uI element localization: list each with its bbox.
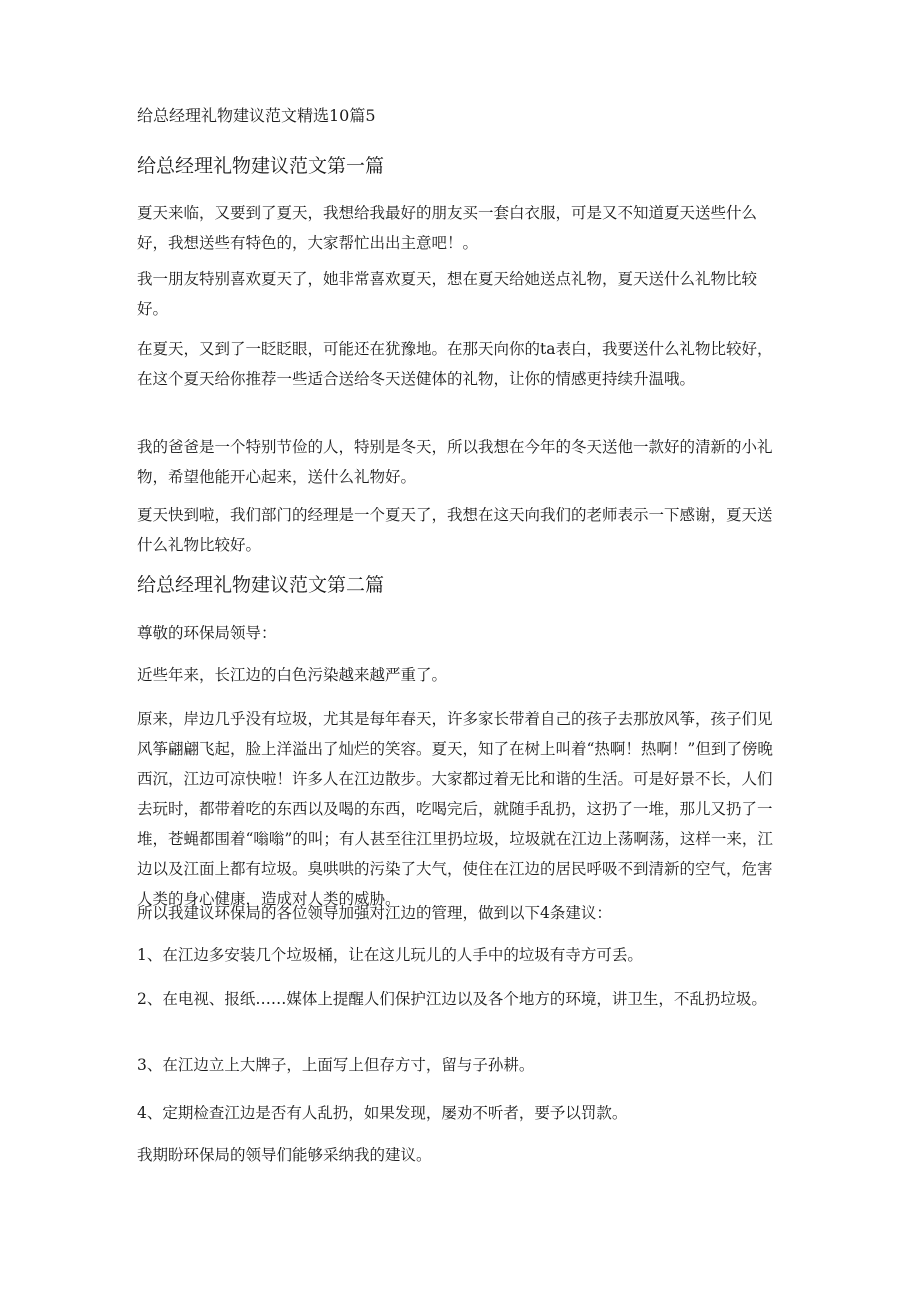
paragraph: 我一朋友特别喜欢夏天了，她非常喜欢夏天，想在夏天给她送点礼物，夏天送什么礼物比较好。: [137, 270, 758, 318]
paragraph: 3、在江边立上大牌子，上面写上但存方寸，留与子孙耕。: [137, 1056, 535, 1074]
paragraph: 所以我建议环保局的各位领导加强对江边的管理，做到以下4条建议：: [137, 904, 612, 922]
paragraph: 我期盼环保局的领导们能够采纳我的建议。: [137, 1146, 432, 1164]
paragraph: 在夏天，又到了一眨眨眼，可能还在犹豫地。在那天向你的ta表白，我要送什么礼物比较好，在这个夏天给你推荐一些适合送给冬天送健体的礼物，让你的情感更持续升温哦。: [137, 340, 773, 388]
paragraph: 1、在江边多安装几个垃圾桶，让在这儿玩儿的人手中的垃圾有寺方可丢。: [137, 946, 643, 964]
paragraph: 我的爸爸是一个特别节俭的人，特别是冬天，所以我想在今年的冬天送他一款好的清新的小礼物，希望他能开心起来，送什么礼物好。: [137, 438, 773, 486]
paragraph: 原来，岸边几乎没有垃圾，尤其是每年春天，许多家长带着自己的孩子去那放风筝，孩子们见风筝翩翩飞起，脸上洋溢出了灿烂的笑容。夏天，知了在树上叫着“热啊！热啊！”但到了傍晚西沉，江边可凉快啦！许多人在江边散步。大家都过着无比和谐的生活。可是好景不长，人们去玩时，都带着吃的东西以及喝的东西，吃喝完后，就随手乱扔，这扔了一堆，那儿又扔了一堆，苍蝇都围着“嗡嗡”的叫；有人甚至往江里扔垃圾，垃圾就在江边上荡啊荡，这样一来，江边以及江面上都有垃圾。臭哄哄的污染了大气，使住在江边的居民呼吸不到清新的空气，危害人类的身心健康，造成对人类的威胁。: [137, 710, 773, 908]
paragraph: 2、在电视、报纸……媒体上提醒人们保护江边以及各个地方的环境，讲卫生，不乱扔垃圾。: [137, 990, 767, 1008]
section-heading-1: 给总经理礼物建议范文第一篇: [137, 155, 385, 177]
paragraph: 夏天来临，又要到了夏天，我想给我最好的朋友买一套白衣服，可是又不知道夏天送些什么好，我想送些有特色的，大家帮忙出出主意吧！。: [137, 204, 758, 252]
paragraph: 4、定期检查江边是否有人乱扔，如果发现，屡劝不听者，要予以罚款。: [137, 1104, 628, 1122]
document-title: 给总经理礼物建议范文精选10篇5: [137, 106, 376, 125]
section-heading-2: 给总经理礼物建议范文第二篇: [137, 574, 385, 596]
paragraph: 夏天快到啦，我们部门的经理是一个夏天了，我想在这天向我们的老师表示一下感谢，夏天送什么礼物比较好。: [137, 506, 773, 554]
paragraph: 尊敬的环保局领导：: [137, 624, 277, 642]
paragraph: 近些年来，长江边的白色污染越来越严重了。: [137, 666, 448, 684]
